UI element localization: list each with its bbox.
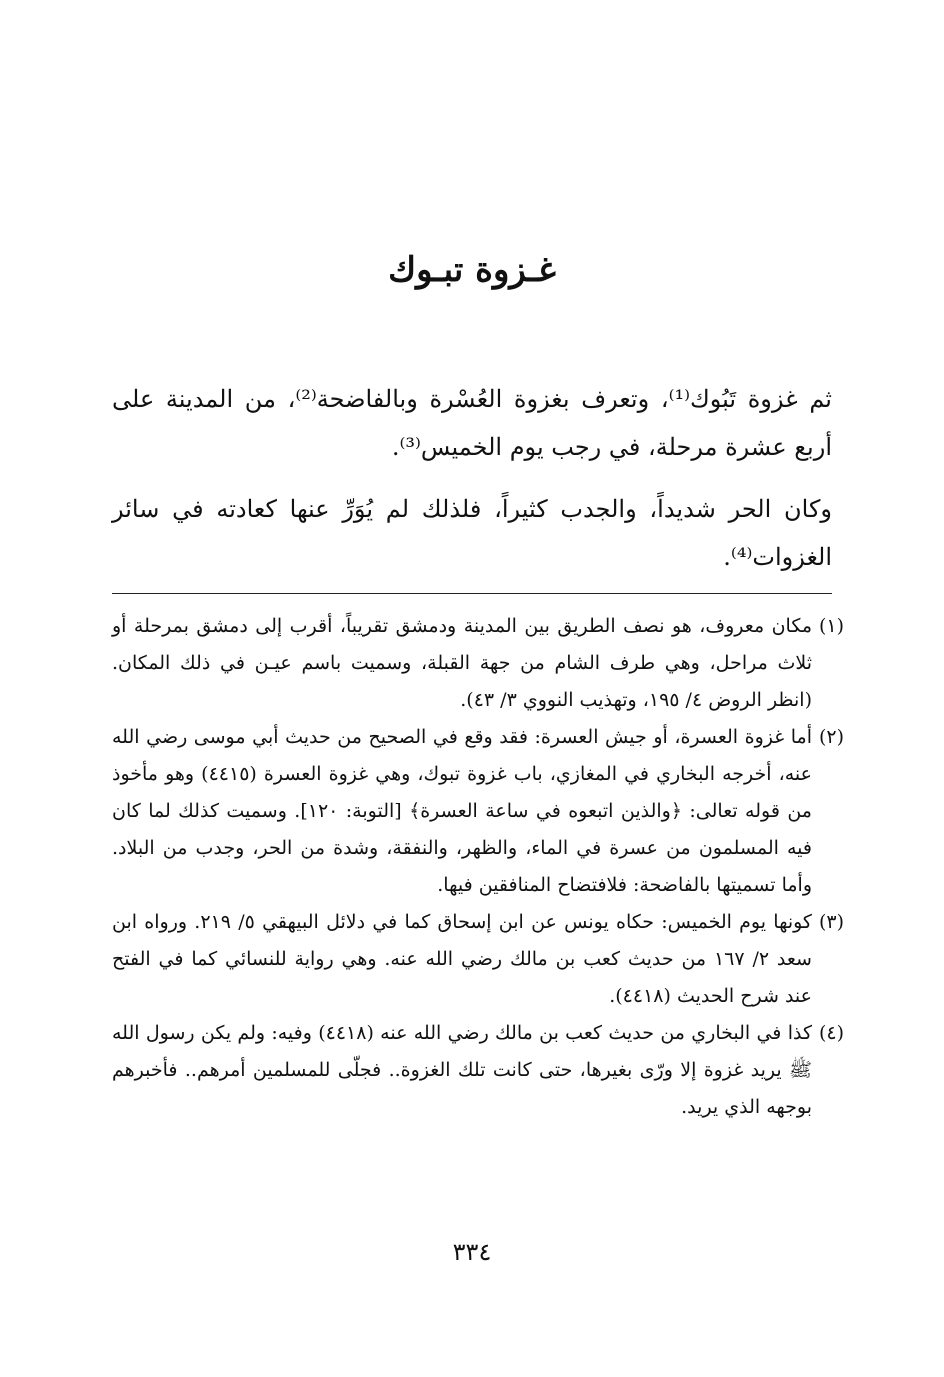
footnote-text: كونها يوم الخميس: حكاه يونس عن ابن إسحاق كما في دلائل البيهقي ٥/ ٢١٩. ورواه ابن سعد ٢/ ١٦٧ من حديث كعب بن مالك رضي الله عنه. وهي رواية للنسائي كما في الفتح عند شرح الحديث (٤٤١٨). [112, 911, 812, 1007]
footnote-number: (٢) [818, 726, 844, 748]
footnote-number: (١) [818, 615, 844, 637]
footnote [112, 719, 844, 904]
footnote [112, 1015, 844, 1126]
footnote-divider [112, 593, 832, 594]
footnote-number: (٣) [818, 911, 844, 933]
paragraph: وكان الحر شديداً، والجدب كثيراً، فلذلك لم يُوَرِّ عنها كعادته في سائر الغزوات⁽⁴⁾. [112, 495, 832, 571]
footnotes [112, 608, 844, 1126]
page-number: ٣٣٤ [452, 1238, 492, 1266]
footnote [112, 608, 844, 719]
footnote-number: (٤) [818, 1022, 844, 1044]
footnote-text: كذا في البخاري من حديث كعب بن مالك رضي الله عنه (٤٤١٨) وفيه: ولم يكن رسول الله ﷺ يريد غزوة إلا ورّى بغيرها، حتى كانت تلك الغزوة.. فجلّى للمسلمين أمرهم.. فأخبرهم بوجهه الذي يريد. [112, 1022, 812, 1118]
footnote-text: مكان معروف، هو نصف الطريق بين المدينة ودمشق تقريباً، أقرب إلى دمشق بمرحلة أو ثلاث مراحل، وهي طرف الشام من جهة القبلة، وسميت باسم عيـن في ذلك المكان. (انظر الروض ٤/ ١٩٥، وتهذيب النووي ٣/ ٤٣). [112, 615, 812, 711]
footnote-text: أما غزوة العسرة، أو جيش العسرة: فقد وقع في الصحيح من حديث أبي موسى رضي الله عنه، أخرجه البخاري في المغازي، باب غزوة تبوك، وهي غزوة العسرة (٤٤١٥) وهو مأخوذ من قوله تعالى: ﴿والذين اتبعوه في ساعة العسرة﴾ [التوبة: ١٢٠]. وسميت كذلك لما كان فيه المسلمون من عسرة في الماء، والظهر، والنفقة، وشدة من الحر، وجدب من البلاد. وأما تسميتها بالفاضحة: فلافتضاح المنافقين فيها. [112, 726, 812, 896]
chapter-title: غـزوة تبـوك [388, 250, 556, 290]
paragraph: ثم غزوة تَبُوك⁽¹⁾، وتعرف بغزوة العُسْرة وبالفاضحة⁽²⁾، من المدينة على أربع عشرة مرحلة، في رجب يوم الخميس⁽³⁾. [112, 385, 832, 461]
main-text [112, 375, 832, 595]
footnote [112, 904, 844, 1015]
